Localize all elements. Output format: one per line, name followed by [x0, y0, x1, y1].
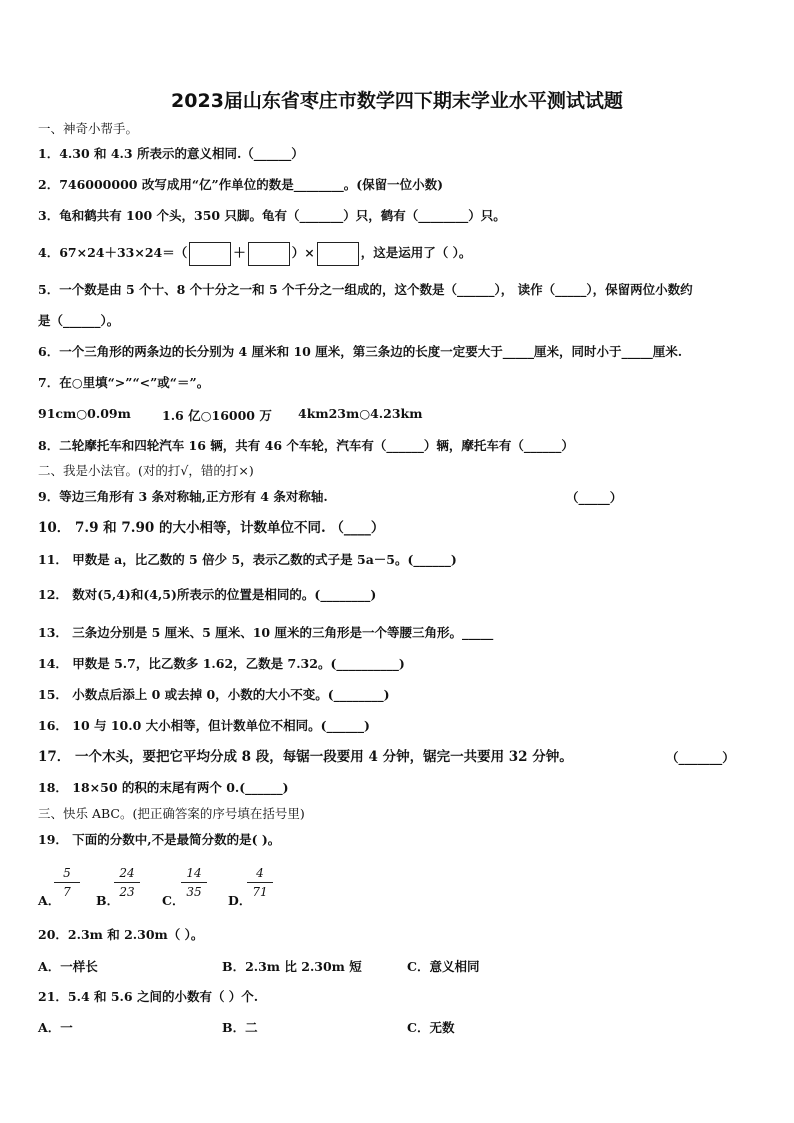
answer-box-3[interactable]: [317, 242, 359, 266]
question-11: 11． 甲数是 a，比乙数的 5 倍少 5，表示乙数的式子是 5a－5。(______): [38, 552, 457, 567]
numerator: 4: [256, 866, 264, 880]
question-17: 17． 一个木头，要把它平均分成 8 段，每锯一段要用 4 分钟，锯完一共要用 32 分钟。: [38, 749, 573, 765]
q21-option-c: C．无数: [407, 1020, 455, 1035]
section-heading-2: 二、我是小法官。(对的打√，错的打×): [38, 463, 254, 478]
page-title: 2023届山东省枣庄市数学四下期末学业水平测试试题: [171, 90, 623, 112]
question-8: 8．二轮摩托车和四轮汽车 16 辆，共有 46 个车轮，汽车有（______）辆，摩托车有（______）: [38, 438, 574, 453]
question-14: 14． 甲数是 5.7，比乙数多 1.62，乙数是 7.32。(__________): [38, 656, 405, 671]
question-20: 20．2.3m 和 2.30m（ ）。: [38, 927, 204, 942]
question-1: 1．4.30 和 4.3 所表示的意义相同.（______）: [38, 146, 304, 161]
compare-item-1: 91cm○0.09m: [38, 406, 131, 421]
fraction-b: [114, 866, 140, 899]
q21-option-a: A．一: [38, 1020, 73, 1035]
option-c-label: C．: [162, 893, 185, 908]
denominator: 7: [63, 885, 71, 899]
q20-option-b: B．2.3m 比 2.30m 短: [222, 959, 362, 974]
question-7: 7．在○里填“>”“<”或“＝”。: [38, 375, 210, 390]
q20-option-a: A．一样长: [38, 959, 98, 974]
question-2: 2．746000000 改写成用“亿”作单位的数是________。(保留一位小数): [38, 177, 444, 192]
fraction-bar: [54, 882, 80, 883]
compare-item-3: 4km23m○4.23km: [298, 406, 423, 421]
question-17-blank: （_______）: [666, 750, 735, 765]
question-12: 12． 数对(5,4)和(4,5)所表示的位置是相同的。(________): [38, 587, 377, 602]
question-4-expr: 4．67×24＋33×24＝（: [38, 245, 188, 260]
denominator: 23: [119, 885, 135, 899]
question-4: [38, 240, 471, 266]
question-5-line-1: 5．一个数是由 5 个十、8 个十分之一和 5 个千分之一组成的，这个数是（______）， 读作（_____），保留两位小数约: [38, 282, 693, 297]
option-d-label: D．: [228, 893, 252, 908]
question-3: 3．龟和鹤共有 100 个头，350 只脚。龟有（_______）只，鹤有（________）只。: [38, 208, 506, 223]
question-9: 9．等边三角形有 3 条对称轴,正方形有 4 条对称轴.: [38, 489, 328, 504]
answer-box-1[interactable]: [189, 242, 231, 266]
numerator: 14: [186, 866, 202, 880]
question-10: 10． 7.9 和 7.90 的大小相等，计数单位不同. （____）: [38, 520, 385, 536]
question-4-times: ）×: [291, 245, 315, 260]
denominator: 35: [186, 885, 202, 899]
plus-sign: ＋: [233, 245, 246, 260]
option-b-label: B．: [96, 893, 120, 908]
numerator: 5: [63, 866, 71, 880]
question-9-blank: （_____）: [566, 490, 623, 505]
question-16: 16． 10 与 10.0 大小相等，但计数单位不相同。(______): [38, 718, 370, 733]
question-18: 18． 18×50 的积的末尾有两个 0.(______): [38, 780, 289, 795]
section-heading-3: 三、快乐 ABC。(把正确答案的序号填在括号里): [38, 806, 305, 821]
numerator: 24: [119, 866, 135, 880]
q20-option-c: C．意义相同: [407, 959, 480, 974]
option-a-label: A．: [38, 893, 61, 908]
fraction-a: [54, 866, 80, 899]
compare-item-2: 1.6 亿○16000 万: [162, 408, 272, 423]
fraction-d: [247, 866, 273, 899]
fraction-bar: [114, 882, 140, 883]
denominator: 71: [252, 885, 268, 899]
fraction-bar: [247, 882, 273, 883]
question-15: 15． 小数点后添上 0 或去掉 0，小数的大小不变。(________): [38, 687, 390, 702]
section-heading-1: 一、神奇小帮手。: [38, 121, 139, 136]
question-5-line-2: 是（______）。: [38, 313, 120, 328]
question-4-tail: ，这是运用了（ ）。: [360, 245, 472, 260]
q21-option-b: B．二: [222, 1020, 258, 1035]
fraction-bar: [181, 882, 207, 883]
answer-box-2[interactable]: [248, 242, 290, 266]
question-21: 21．5.4 和 5.6 之间的小数有（ ）个.: [38, 989, 259, 1004]
question-19: 19． 下面的分数中,不是最简分数的是( )。: [38, 832, 281, 847]
question-13: 13． 三条边分别是 5 厘米、5 厘米、10 厘米的三角形是一个等腰三角形。_____: [38, 625, 494, 640]
fraction-c: [181, 866, 207, 899]
question-6: 6．一个三角形的两条边的长分别为 4 厘米和 10 厘米，第三条边的长度一定要大于_____厘米，同时小于_____厘米.: [38, 344, 683, 359]
